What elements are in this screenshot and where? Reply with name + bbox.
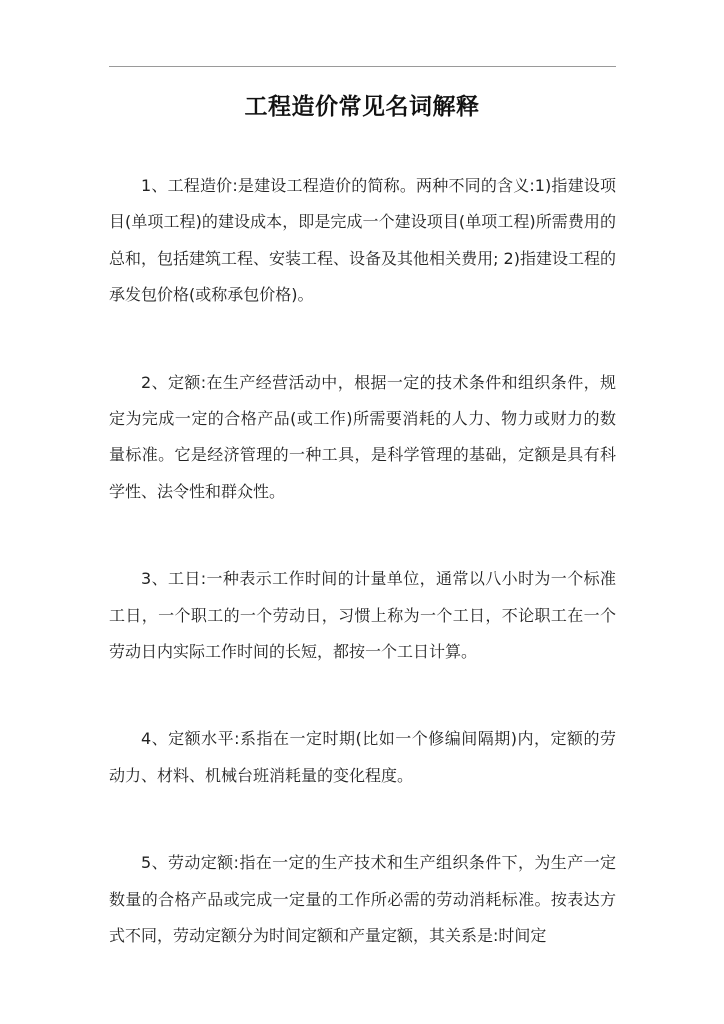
document-body <box>109 168 616 1006</box>
paragraph-1: 1、工程造价:是建设工程造价的简称。两种不同的含义:1)指建设项目(单项工程)的建设成本，即是完成一个建设项目(单项工程)所需费用的总和，包括建筑工程、安装工程、设备及其他相关费用; 2)指建设工程的承发包价格(或称承包价格)。 <box>109 176 616 305</box>
header-divider <box>109 66 616 67</box>
paragraph-5: 5、劳动定额:指在一定的生产技术和生产组织条件下，为生产一定数量的合格产品或完成一定量的工作所必需的劳动消耗标准。按表达方式不同，劳动定额分为时间定额和产量定额，其关系是:时间定 <box>109 853 616 946</box>
paragraph-2: 2、定额:在生产经营活动中，根据一定的技术条件和组织条件，规定为完成一定的合格产品(或工作)所需要消耗的人力、物力或财力的数量标准。它是经济管理的一种工具，是科学管理的基础，定额是具有科学性、法令性和群众性。 <box>109 372 616 501</box>
paragraph-3: 3、工日:一种表示工作时间的计量单位，通常以八小时为一个标准工日，一个职工的一个劳动日，习惯上称为一个工日，不论职工在一个劳动日内实际工作时间的长短，都按一个工日计算。 <box>109 569 616 662</box>
paragraph-4: 4、定额水平:系指在一定时期(比如一个修编间隔期)内，定额的劳动力、材料、机械台班消耗量的变化程度。 <box>109 729 616 785</box>
document-title: 工程造价常见名词解释 <box>244 94 480 120</box>
